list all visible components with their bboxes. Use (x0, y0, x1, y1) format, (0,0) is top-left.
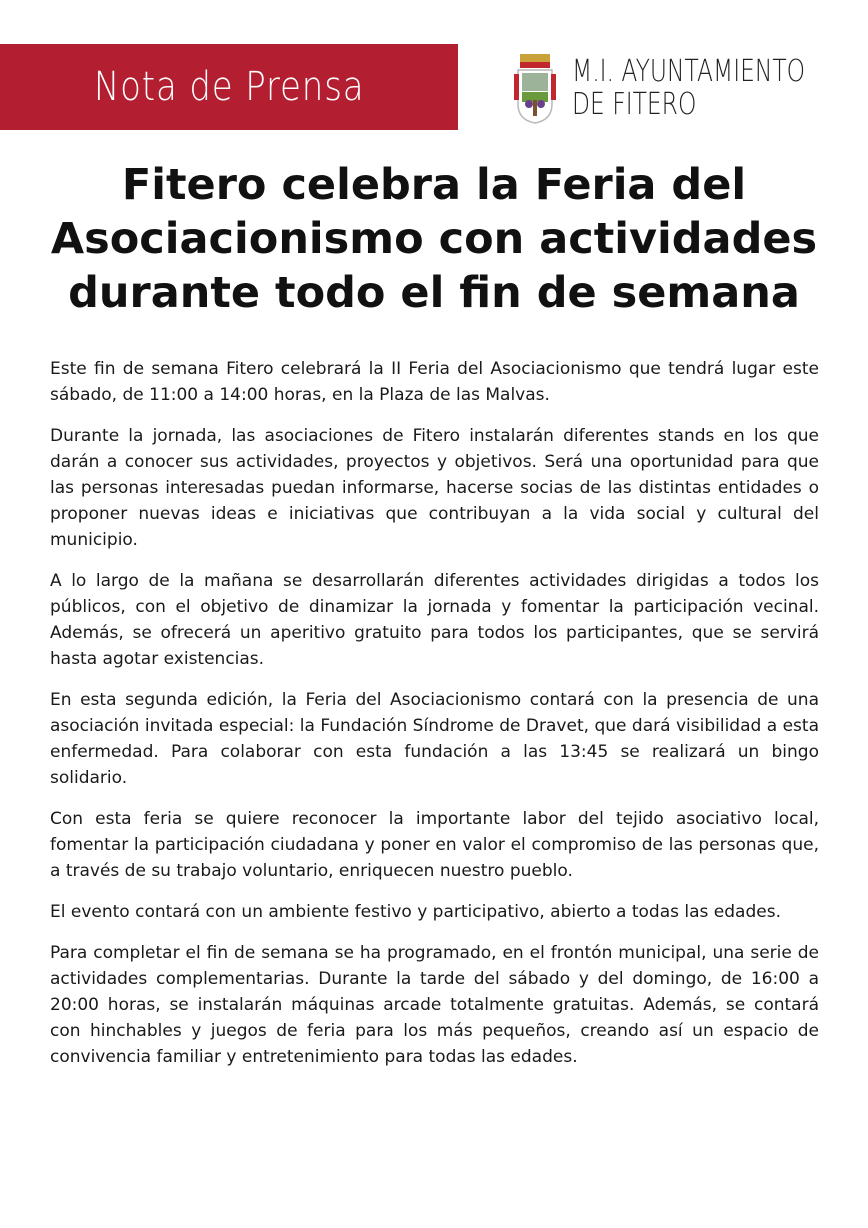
organization-name (572, 55, 805, 121)
coat-of-arms-icon (512, 52, 558, 124)
paragraph: A lo largo de la mañana se desarrollarán diferentes actividades dirigidas a todos los públicos, con el objetivo de dinamizar la jornada y fomentar la participación vecinal. Además, se ofrecerá un aperitivo gratuito para todos los participantes, que se servirá hasta agotar existencias. (50, 571, 819, 669)
paragraph: En esta segunda edición, la Feria del Asociacionismo contará con la presencia de una asociación invitada especial: la Fundación Síndrome de Dravet, que dará visibilidad a esta enfermedad. Para colaborar con esta fundación a las 13:45 se realizará un bingo solidario. (50, 690, 819, 788)
banner-label: Nota de Prensa (93, 64, 365, 110)
organization-line-1: M.I. AYUNTAMIENTO (572, 54, 806, 89)
press-release-banner (0, 44, 458, 130)
paragraph: Este fin de semana Fitero celebrará la II Feria del Asociacionismo que tendrá lugar este sábado, de 11:00 a 14:00 horas, en la Plaza de las Malvas. (50, 359, 819, 405)
town-hall-logo (512, 52, 868, 124)
headline: Fitero celebra la Feria del Asociacionismo con actividades durante todo el fin de semana (50, 160, 818, 318)
article-body (50, 356, 819, 1085)
organization-line-2: DE FITERO (572, 87, 697, 122)
paragraph: Con esta feria se quiere reconocer la importante labor del tejido asociativo local, fomentar la participación ciudadana y poner en valor el compromiso de las personas que, a través de su trabajo voluntario, enriquecen nuestro pueblo. (50, 809, 819, 881)
paragraph: Durante la jornada, las asociaciones de Fitero instalarán diferentes stands en los que darán a conocer sus actividades, proyectos y objetivos. Será una oportunidad para que las personas interesadas puedan informarse, hacerse socias de las distintas entidades o proponer nuevas ideas e iniciativas que contribuyan a la vida social y cultural del municipio. (50, 426, 819, 550)
paragraph: Para completar el fin de semana se ha programado, en el frontón municipal, una serie de actividades complementarias. Durante la tarde del sábado y del domingo, de 16:00 a 20:00 horas, se instalarán máquinas arcade totalmente gratuitas. Además, se contará con hinchables y juegos de feria para los más pequeños, creando así un espacio de convivencia familiar y entretenimiento para todas las edades. (50, 943, 819, 1067)
paragraph: El evento contará con un ambiente festivo y participativo, abierto a todas las edades. (50, 902, 781, 922)
